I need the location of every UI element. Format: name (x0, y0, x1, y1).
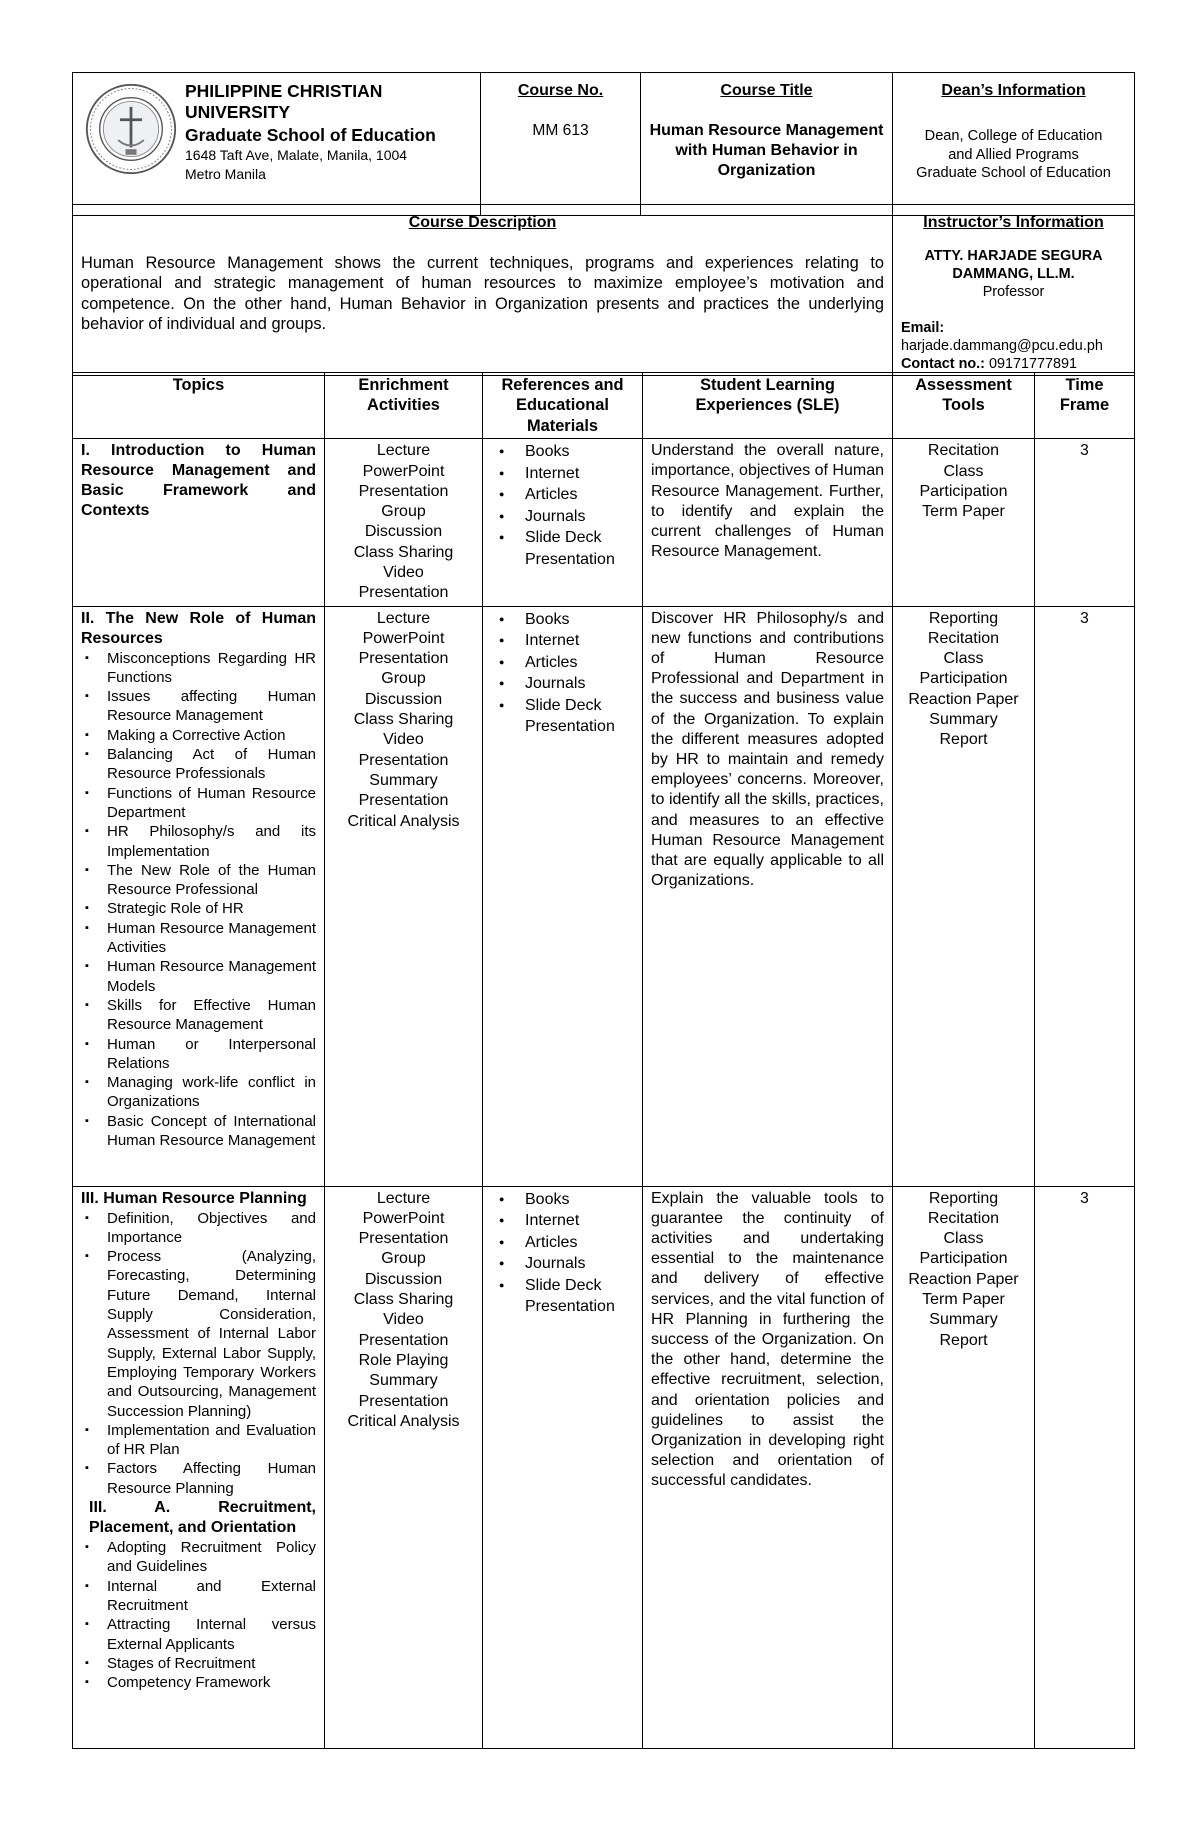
assessment-item: Recitation (927, 629, 1000, 647)
activity-item: Discussion (364, 1270, 443, 1288)
course-no-label: Course No. (517, 82, 604, 99)
assessment-item: Report (939, 1331, 988, 1349)
dean-line-1: Dean, College of Education (924, 128, 1103, 144)
col-references: References and Educational Materials (483, 373, 643, 439)
time-frame: 3 (1035, 606, 1135, 1186)
assessment-item: Reaction Paper (908, 1270, 1019, 1288)
reference-item: ● Articles (525, 1232, 634, 1254)
subtopic-item: ▪ Human or Interpersonal Relations (107, 1035, 316, 1074)
dean-label: Dean’s Information (941, 82, 1086, 99)
assessment-item: Report (939, 731, 988, 749)
activity-item: Lecture (376, 609, 431, 627)
subtopic-item: ▪ Basic Concept of International Human Resource Management (107, 1112, 316, 1151)
reference-item: ● Articles (525, 484, 634, 506)
col-assessment: Assessment Tools (893, 373, 1035, 439)
table-row (73, 439, 1135, 606)
activity-item: Presentation (358, 1392, 449, 1410)
activity-item: Presentation (358, 792, 449, 810)
university-cell (73, 73, 481, 216)
subtopic-item: ▪ HR Philosophy/s and its Implementation (107, 822, 316, 861)
subtopic-item: ▪ Skills for Effective Human Resource Management (107, 996, 316, 1035)
activity-item: Lecture (376, 442, 431, 460)
instructor-label: Instructor’s Information (923, 214, 1104, 231)
reference-item: ● Internet (525, 1210, 634, 1232)
instructor-position: Professor (982, 284, 1045, 300)
subtopic-item: ▪ Issues affecting Human Resource Management (107, 687, 316, 726)
activity-item: Presentation (358, 650, 449, 668)
activity-item: Critical Analysis (347, 1412, 460, 1430)
reference-item: ● Slide Deck Presentation (525, 527, 634, 570)
subtopic-item: ▪ The New Role of the Human Resource Professional (107, 861, 316, 900)
course-title-value: Human Resource Management with Human Behavior in Organization (649, 122, 884, 179)
activity-item: Class Sharing (353, 1291, 454, 1309)
activity-item: PowerPoint (362, 462, 445, 480)
assessment-item: Term Paper (922, 503, 1005, 521)
subtopic-item: ▪ Process (Analyzing, Forecasting, Determining Future Demand, Internal Supply Consideration, Assessment of Internal Labor Supply, External Labor Supply, Employing Temporary Workers and Outsourcing, Management Succession Planning) (107, 1247, 316, 1421)
reference-item: ● Books (525, 441, 634, 463)
subtopic-item: ▪ Managing work-life conflict in Organizations (107, 1073, 316, 1112)
university-seal-icon (85, 83, 177, 175)
course-title-cell (641, 73, 893, 216)
col-topics: Topics (73, 373, 325, 439)
university-name: PHILIPPINE CHRISTIAN UNIVERSITY (185, 81, 383, 122)
subtopic-item: ▪ Functions of Human Resource Department (107, 784, 316, 823)
subtopic-item: ▪ Internal and External Recruitment (107, 1577, 316, 1616)
course-description-cell (73, 205, 893, 376)
course-title-label: Course Title (720, 82, 813, 99)
table-header-row (73, 373, 1135, 439)
subtopic-item: ▪ Factors Affecting Human Resource Planning (107, 1459, 316, 1498)
assessment-item: Term Paper (922, 1291, 1005, 1309)
address-line-2: Metro Manila (185, 166, 266, 182)
activity-item: Class Sharing (353, 543, 454, 561)
time-frame: 3 (1035, 439, 1135, 606)
activity-item: Presentation (358, 482, 449, 500)
header-table (72, 72, 1135, 216)
assessment-item: Participation (919, 482, 1008, 500)
subsection-title: III. A. Recruitment, Placement, and Orientation (89, 1499, 316, 1537)
assessment-item: Reporting (928, 609, 999, 627)
activity-item: Presentation (358, 584, 449, 602)
activity-item: Group (381, 1250, 426, 1268)
address-line-1: 1648 Taft Ave, Malate, Manila, 1004 (185, 147, 408, 163)
activity-item: Role Playing (358, 1351, 449, 1369)
reference-item: ● Internet (525, 463, 634, 485)
course-description-label: Course Description (408, 214, 557, 231)
course-outline-table (72, 372, 1135, 1749)
col-sle: Student Learning Experiences (SLE) (643, 373, 893, 439)
assessment-item: Participation (919, 670, 1008, 688)
dean-line-3: Graduate School of Education (916, 165, 1111, 181)
activity-item: Discussion (364, 523, 443, 541)
assessment-item: Summary (929, 711, 998, 729)
activity-item: Presentation (358, 1230, 449, 1248)
assessment-item: Participation (919, 1250, 1008, 1268)
topic-title: I. Introduction to Human Resource Management and Basic Framework and Contexts (81, 442, 316, 520)
activity-item: Video (383, 1311, 424, 1329)
description-table (72, 204, 1135, 376)
topic-title: II. The New Role of Human Resources (81, 609, 316, 647)
email-label: Email: (901, 320, 945, 336)
assessment-item: Class (943, 650, 984, 668)
time-frame: 3 (1035, 1186, 1135, 1748)
sle-text: Explain the valuable tools to guarantee the continuity of activities and undertaking essential to the maintenance and delivery of effective services, and the vital function of HR Planning in furthering the success of the Organization. On the other hand, determine the effective recruitment, selection, and orientation policies and guidelines to assist the Organization in developing right selection and orientation of successful candidates. (651, 1189, 884, 1490)
subtopic-item: ▪ Human Resource Management Models (107, 957, 316, 996)
col-activities: Enrichment Activities (325, 373, 483, 439)
dean-line-2: and Allied Programs (948, 146, 1079, 163)
topic-title: III. Human Resource Planning (81, 1189, 307, 1207)
course-no-cell (481, 73, 641, 216)
table-row (73, 606, 1135, 1186)
assessment-item: Class (943, 1230, 984, 1248)
reference-item: ● Books (525, 1189, 634, 1211)
subtopic-item: ▪ Competency Framework (107, 1673, 316, 1692)
contact-label: Contact no.: (901, 356, 985, 372)
reference-item: ● Articles (525, 652, 634, 674)
course-no-value: MM 613 (532, 122, 589, 139)
activity-item: Summary (369, 1372, 438, 1390)
activity-item: Summary (369, 771, 438, 789)
subtopic-item: ▪ Definition, Objectives and Importance (107, 1209, 316, 1248)
subtopic-item: ▪ Balancing Act of Human Resource Professionals (107, 745, 316, 784)
instructor-name: ATTY. HARJADE SEGURA DAMMANG, LL.M. (924, 248, 1103, 282)
email-value: harjade.dammang@pcu.edu.ph (901, 338, 1103, 354)
activity-item: Group (381, 670, 426, 688)
assessment-item: Recitation (927, 1209, 1000, 1227)
reference-item: ● Journals (525, 506, 634, 528)
subtopic-item: ▪ Human Resource Management Activities (107, 919, 316, 958)
assessment-item: Reporting (928, 1189, 999, 1207)
activity-item: Video (383, 731, 424, 749)
subtopic-item: ▪ Implementation and Evaluation of HR Plan (107, 1421, 316, 1460)
sle-text: Understand the overall nature, importance, objectives of Human Resource Management. Further, to identify and explain the current challenges of Human Resource Management. (651, 442, 884, 561)
activity-item: PowerPoint (362, 629, 445, 647)
subtopic-item: ▪ Strategic Role of HR (107, 899, 316, 918)
reference-item: ● Books (525, 609, 634, 631)
reference-item: ● Internet (525, 630, 634, 652)
table-row (73, 1186, 1135, 1748)
reference-item: ● Slide Deck Presentation (525, 1275, 634, 1318)
activity-item: PowerPoint (362, 1209, 445, 1227)
course-description-text: Human Resource Management shows the current techniques, programs and experiences relating to operational and strategic management of human resources to maximize employee’s motivation and competence. On the other hand, Human Behavior in Organization presents and practices the underlying behavior of individual and groups. (81, 254, 884, 334)
contact-value: 09171777891 (988, 356, 1077, 372)
activity-item: Video (383, 564, 424, 581)
activity-item: Class Sharing (353, 711, 454, 729)
activity-item: Discussion (364, 690, 443, 708)
activity-item: Presentation (358, 751, 449, 769)
sle-text: Discover HR Philosophy/s and new functions and contributions of Human Resource Professional and Department in the success and business value of the Organization. To explain the different measures adopted by HR to maintain and remedy employees’ concerns. Moreover, to identify all the skills, practices, and measures to an effective Human Resource Management that are equally applicable to all Organizations. (651, 609, 884, 890)
subtopic-item: ▪ Making a Corrective Action (107, 726, 316, 745)
assessment-item: Class (943, 462, 984, 480)
subtopic-item: ▪ Misconceptions Regarding HR Functions (107, 649, 316, 688)
assessment-item: Recitation (927, 442, 1000, 460)
reference-item: ● Journals (525, 673, 634, 695)
activity-item: Presentation (358, 1331, 449, 1349)
dean-cell (893, 73, 1135, 216)
subtopic-item: ▪ Attracting Internal versus External Applicants (107, 1615, 316, 1654)
reference-item: ● Slide Deck Presentation (525, 695, 634, 738)
activity-item: Lecture (376, 1189, 431, 1207)
subtopic-item: ▪ Adopting Recruitment Policy and Guidelines (107, 1538, 316, 1577)
subtopic-item: ▪ Stages of Recruitment (107, 1654, 316, 1673)
school-name: Graduate School of Education (185, 125, 436, 145)
assessment-item: Summary (929, 1311, 998, 1329)
activity-item: Critical Analysis (347, 812, 460, 830)
col-time: Time Frame (1035, 373, 1135, 439)
assessment-item: Reaction Paper (908, 690, 1019, 708)
instructor-cell (893, 205, 1135, 376)
reference-item: ● Journals (525, 1253, 634, 1275)
activity-item: Group (381, 503, 426, 521)
